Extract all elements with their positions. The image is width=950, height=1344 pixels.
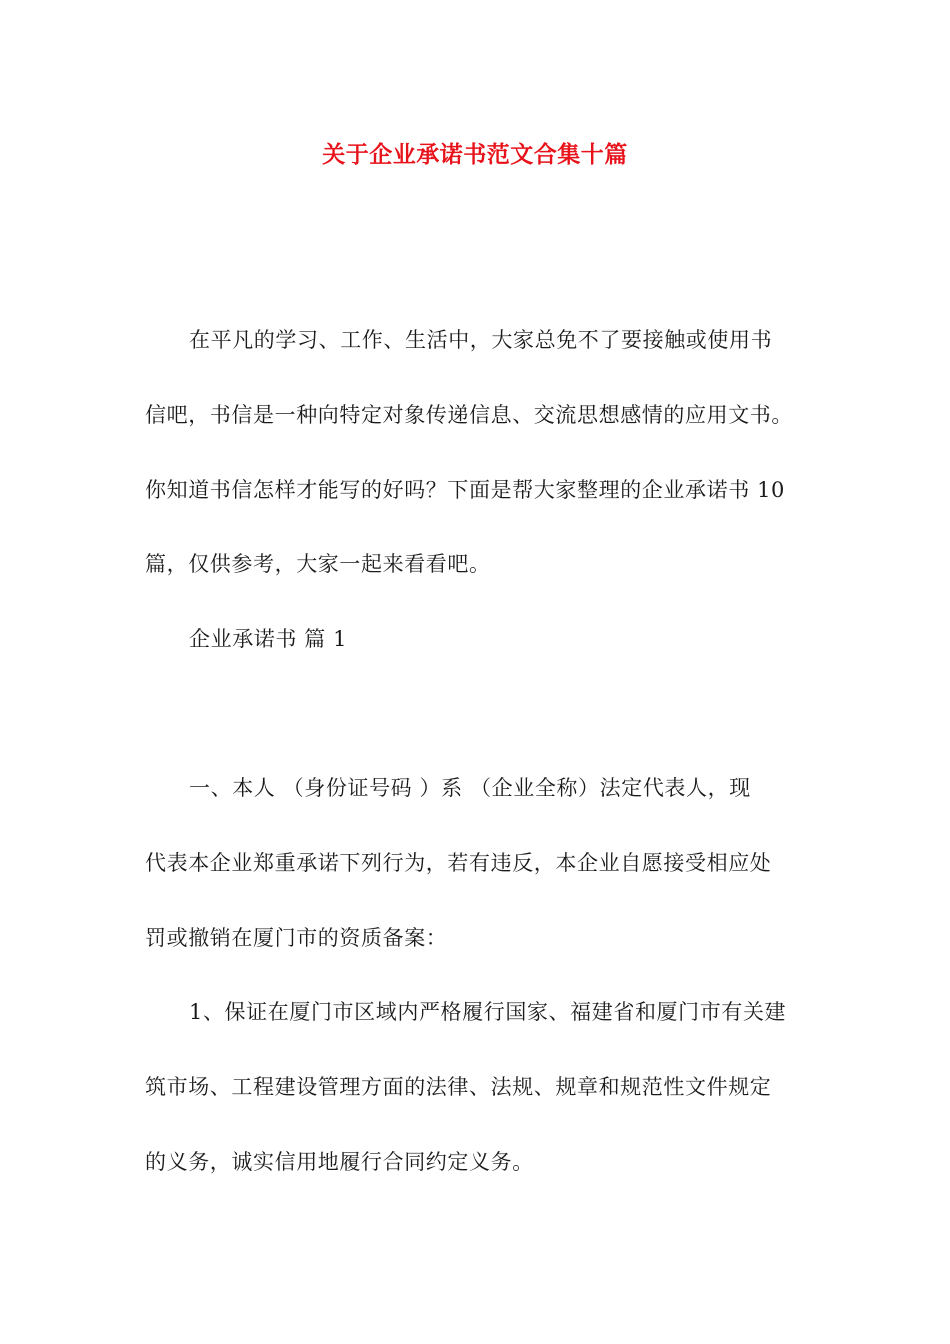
paragraph-2-line-3: 的义务，诚实信用地履行合同约定义务。 <box>145 1150 534 1174</box>
paragraph-2-line-2: 筑市场、工程建设管理方面的法律、法规、规章和规范性文件规定 <box>145 1075 772 1099</box>
paragraph-1-line-3: 罚或撤销在厦门市的资质备案： <box>145 926 448 950</box>
document-title: 关于企业承诺书范文合集十篇 <box>322 141 628 168</box>
paragraph-1-line-1: 一、本人 （身份证号码 ）系 （企业全称）法定代表人，现 <box>189 776 751 800</box>
paragraph-1-line-2: 代表本企业郑重承诺下列行为，若有违反，本企业自愿接受相应处 <box>145 851 772 875</box>
intro-line-2: 信吧，书信是一种向特定对象传递信息、交流思想感情的应用文书。 <box>145 403 793 427</box>
section-heading: 企业承诺书 篇 1 <box>189 627 348 651</box>
intro-line-4: 篇，仅供参考，大家一起来看看吧。 <box>145 552 491 576</box>
paragraph-2-line-1: 1、保证在厦门市区域内严格履行国家、福建省和厦门市有关建 <box>189 1000 787 1024</box>
intro-line-1: 在平凡的学习、工作、生活中，大家总免不了要接触或使用书 <box>189 328 773 352</box>
intro-line-3: 你知道书信怎样才能写的好吗？下面是帮大家整理的企业承诺书 10 <box>145 478 785 502</box>
